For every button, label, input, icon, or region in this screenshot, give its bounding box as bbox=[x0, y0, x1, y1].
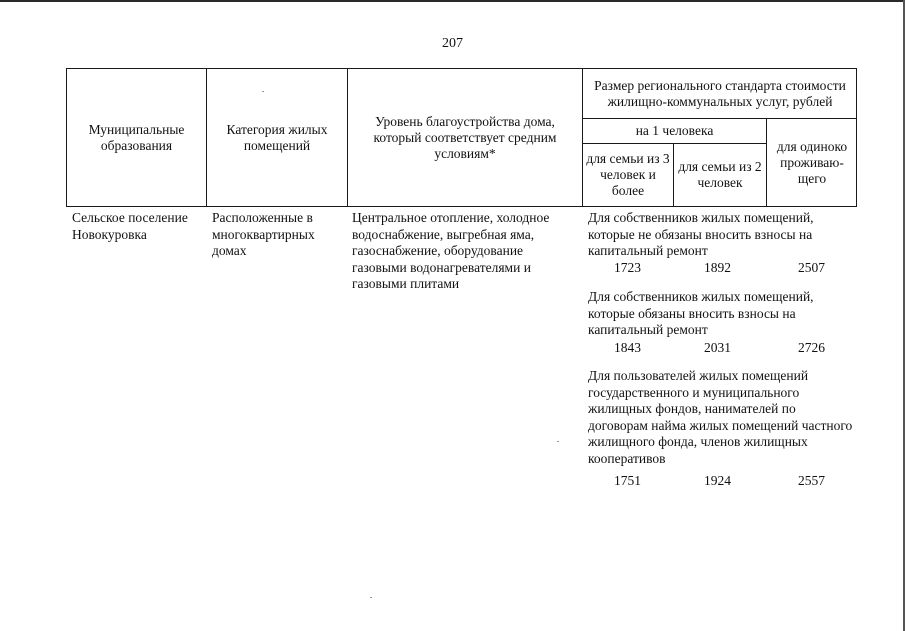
header-municipal: Муниципальные образования bbox=[88, 121, 185, 153]
value-family2: 1924 bbox=[704, 473, 731, 488]
value-family2: 1892 bbox=[704, 260, 731, 275]
header-per-person: на 1 человека bbox=[635, 123, 714, 138]
value-family3: 1751 bbox=[614, 473, 641, 488]
header-family3: для семьи из 3 человек и более bbox=[586, 151, 670, 198]
header-standard: Размер регионального стандарта стоимости жилищно-коммунальных услуг, рублей bbox=[594, 77, 846, 109]
group-label: Для собственников жилых помещений, которые обязаны вносить взносы на капитальный ремонт bbox=[588, 289, 814, 337]
table-header bbox=[66, 68, 857, 207]
scan-speck bbox=[262, 91, 264, 92]
group-label: Для собственников жилых помещений, которые не обязаны вносить взносы на капитальный ремонт bbox=[588, 210, 814, 258]
value-single: 2557 bbox=[798, 473, 825, 488]
cell-category: Расположенные в многоквартирных домах bbox=[212, 210, 315, 258]
divider-single bbox=[766, 118, 767, 207]
scan-speck bbox=[370, 597, 372, 598]
group-label: Для пользователей жилых помещений государственного и муниципального жилищных фондов, нанимателей по договорам найма жилых помещений частного жилищного фонда, членов жилищных кооперативов bbox=[588, 368, 853, 466]
border-header-bottom bbox=[66, 206, 857, 207]
value-single: 2726 bbox=[798, 340, 825, 355]
divider-col2 bbox=[347, 68, 348, 207]
scan-edge-top bbox=[0, 0, 905, 2]
value-family3: 1843 bbox=[614, 340, 641, 355]
header-single: для одиноко проживаю-щего bbox=[776, 138, 848, 186]
value-single: 2507 bbox=[798, 260, 825, 275]
cell-level: Центральное отопление, холодное водоснабжение, выгребная яма, газоснабжение, оборудование газовыми водонагревателями и газовыми плитами bbox=[352, 210, 550, 291]
scan-speck bbox=[557, 441, 559, 442]
page-number: 207 bbox=[442, 36, 463, 51]
cell-municipal: Сельское поселение Новокуровка bbox=[72, 210, 188, 242]
border-right bbox=[856, 68, 857, 207]
header-category: Категория жилых помещений bbox=[226, 121, 328, 153]
value-family3: 1723 bbox=[614, 260, 641, 275]
header-level: Уровень благоустройства дома, который соответствует средним условиям* bbox=[373, 113, 557, 161]
header-family2: для семьи из 2 человек bbox=[678, 159, 762, 190]
value-family2: 2031 bbox=[704, 340, 731, 355]
divider-col1 bbox=[206, 68, 207, 207]
